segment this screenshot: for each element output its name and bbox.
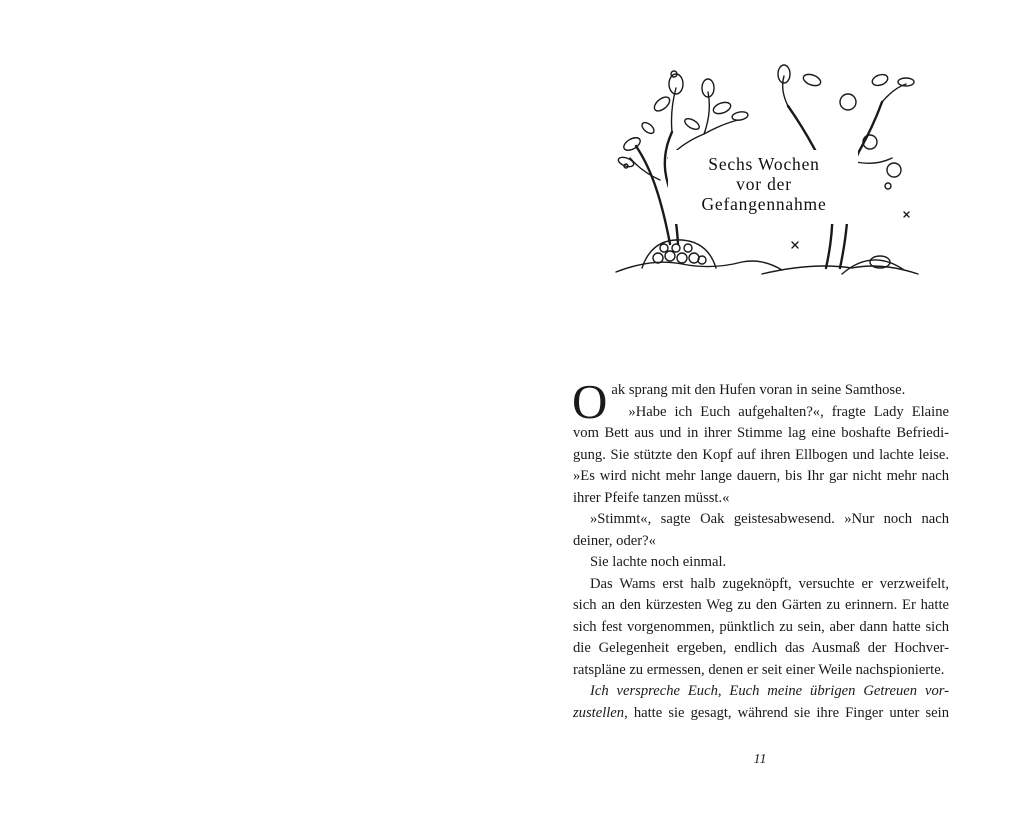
paragraph-text: ak sprang mit den Hufen voran in seine Samthose. (611, 382, 906, 398)
paragraph (573, 681, 949, 724)
text-line: ihrer Pfeife tanzen müsst.« (573, 489, 730, 506)
paragraph (573, 574, 949, 682)
drop-cap: O (572, 374, 608, 429)
paragraph: Sie lachte noch einmal. (590, 554, 727, 570)
text-line: »Es wird nicht mehr lange dauern, bis Ihr gar nicht mehr nach (573, 468, 949, 484)
text-line: vom Bett aus und in ihrer Stimme lag eine boshafte Befriedi- (573, 425, 949, 441)
text-line: sich an den kürzesten Weg zu den Gärten zu erinnern. Er hatte (573, 597, 949, 613)
chapter-body-text (572, 374, 949, 724)
page-number: 11 (753, 752, 767, 767)
paragraph (573, 402, 949, 510)
text-line: ratspläne zu ermessen, denen er seit einer Weile nachspionierte. (573, 661, 945, 678)
text-line: »Habe ich Euch aufgehalten?«, fragte Lady Elaine (628, 403, 949, 420)
chapter-title-line: Sechs Wochen (708, 154, 820, 174)
chapter-title-line: vor der (736, 174, 792, 194)
text-line: gung. Sie stützte den Kopf auf ihren Ellbogen und lachte leise. (573, 446, 949, 463)
italic-text-line: Ich verspreche Euch, Euch meine übrigen Getreuen vor- (590, 683, 949, 699)
text-line: »Stimmt«, sagte Oak geistesabwesend. »Nur noch nach (590, 511, 949, 527)
chapter-title-line: Gefangennahme (701, 194, 827, 214)
paragraph (573, 509, 949, 552)
text-line (573, 703, 949, 725)
text-line: deiner, oder?« (573, 532, 656, 549)
text-line: Das Wams erst halb zugeknöpft, versuchte er verzweifelt, (590, 575, 949, 592)
chapter-title (672, 154, 856, 214)
text-line: die Gelegenheit ergeben, endlich das Ausmaß der Hochver- (573, 640, 949, 656)
text-line: sich fest vorgenommen, pünktlich zu sein, aber dann hatte sich (573, 618, 949, 635)
text-fragment: , hatte sie gesagt, während sie ihre Finger unter sein (624, 704, 949, 721)
italic-fragment: zustellen (573, 704, 625, 721)
